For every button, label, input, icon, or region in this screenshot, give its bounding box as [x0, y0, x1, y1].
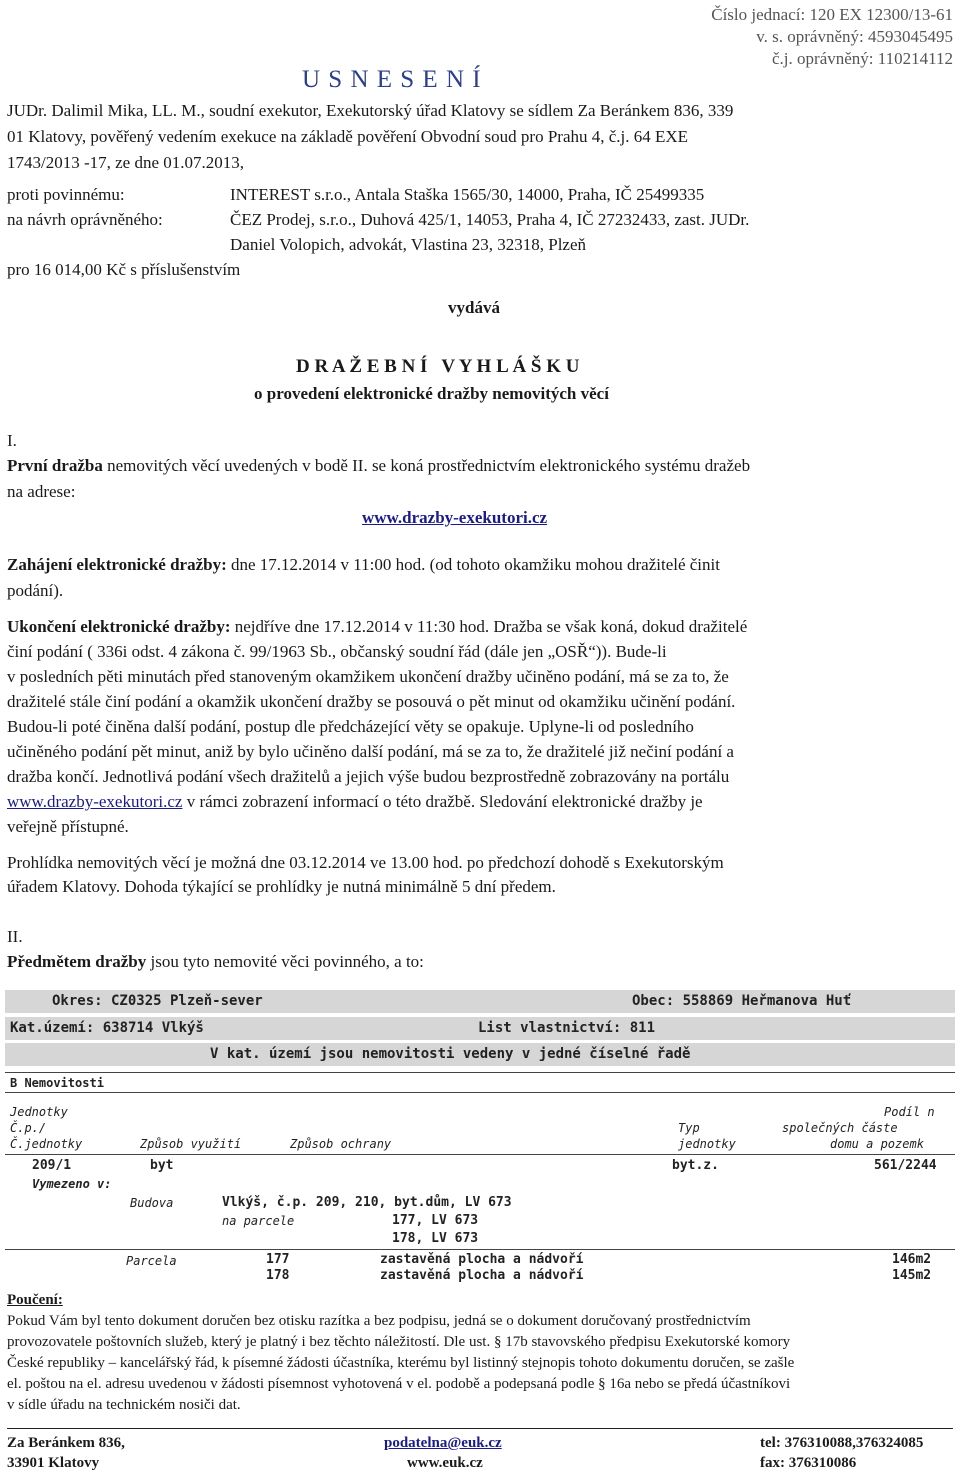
footer-web[interactable]: www.euk.cz [407, 1455, 483, 1471]
body-line-3: dražitelé stále činí podání a okamžik ukončení dražby se posouvá o pět minut od okamžiku učinění podání. [7, 692, 736, 711]
first-auction-rest: nemovitých věcí uvedených v bodě II. se koná prostřednictvím elektronického systému dražeb [102, 456, 751, 475]
intro-line-2: 01 Klatovy, pověřený vedením exekuce na základě pověření Obvodní soud pro Prahu 4, č.j. 64 EXE [7, 127, 689, 146]
cadastral-territory: Kat.území: 638714 Vlkýš [10, 1020, 204, 1036]
cadastral-extract [0, 984, 960, 1284]
subject-rest: jsou tyto nemovité věci povinného, a to: [146, 952, 424, 971]
parcel-178-type: zastavěná plocha a nádvoří [380, 1268, 584, 1283]
unit-type: byt.z. [672, 1158, 719, 1173]
reference-number: Číslo jednací: 120 EX 12300/13-61 [711, 5, 953, 24]
body-line-2: v posledních pěti minutách před stanoveným okamžikem ukončení dražby učiněno podání, má se za to, že [7, 667, 729, 686]
auction-url-link[interactable]: www.drazby-exekutori.cz [362, 508, 548, 527]
unit-share: 561/2244 [874, 1158, 937, 1173]
address-label: na adrese: [7, 482, 76, 501]
col-use: Způsob využití [140, 1137, 242, 1151]
auction-start-bold: Zahájení elektronické dražby: [7, 555, 227, 574]
district: Okres: CZ0325 Plzeň-sever [52, 993, 263, 1009]
portal-line-2: veřejně přístupné. [7, 817, 129, 836]
col-unit-number: Č.jednotky [10, 1137, 83, 1151]
auction-end-rest: nejdříve dne 17.12.2014 v 11:30 hod. Dražba se však koná, dokud dražitelé [230, 617, 748, 636]
col-share: Podíl n [884, 1105, 935, 1119]
subject-line [7, 951, 424, 973]
cadastre-heading: V kat. území jsou nemovitosti vedeny v jedné číselné řadě [210, 1046, 691, 1062]
creditor-case-number: č.j. oprávněný: 110214112 [772, 49, 953, 68]
building-label: Budova [130, 1196, 174, 1210]
intro-line-3: 1743/2013 -17, ze dne 01.07.2013, [7, 153, 245, 172]
auction-start-rest: dne 17.12.2014 v 11:00 hod. (od tohoto okamžiku mohou dražitelé činit [226, 555, 720, 574]
col-protection: Způsob ochrany [290, 1137, 392, 1151]
parcel-label: Parcela [126, 1254, 177, 1268]
claim-amount: pro 16 014,00 Kč s příslušenstvím [7, 260, 241, 279]
ownership-list: List vlastnictví: 811 [478, 1020, 656, 1036]
first-auction-line [7, 455, 750, 477]
col-type-2: jednotky [678, 1137, 736, 1151]
debtor-value: INTEREST s.r.o., Antala Staška 1565/30, 14000, Praha, IČ 25499335 [230, 185, 705, 204]
municipality: Obec: 558869 Heřmanova Huť [632, 993, 852, 1009]
col-share-2: společných částe [782, 1121, 898, 1135]
creditor-value-2: Daniel Volopich, advokát, Vlastina 23, 32318, Plzeň [230, 235, 587, 254]
intro-line-1: JUDr. Dalimil Mika, LL. M., soudní exekutor, Exekutorský úřad Klatovy se sídlem Za Beránkem 836, 339 [7, 101, 734, 120]
col-units: Jednotky [10, 1105, 68, 1119]
first-auction-bold: První dražba [7, 456, 103, 475]
parcel-177-number: 177 [266, 1252, 290, 1267]
divider-parcel [5, 1249, 955, 1250]
body-line-1: činí podání ( 336i odst. 4 zákona č. 99/1963 Sb., občanský soudní řád (dále jen „OSŘ“)). Bude-li [7, 642, 667, 661]
document-title: U S N E S E N Í [302, 66, 482, 93]
divider-top [5, 1072, 955, 1073]
footer-divider [7, 1428, 953, 1429]
footer-phone: tel: 376310088,376324085 [760, 1435, 924, 1451]
auction-start-paragraph [7, 553, 953, 577]
issues-label: vydává [448, 298, 500, 317]
parcel-178-number: 178 [266, 1268, 290, 1283]
divider-cols [5, 1154, 955, 1155]
on-parcel-label: na parcele [222, 1214, 295, 1228]
section-b-label: B Nemovitosti [10, 1076, 104, 1090]
parcel-178-area: 145m2 [892, 1268, 932, 1283]
footer-email-link[interactable]: podatelna@euk.cz [384, 1435, 502, 1451]
footer-address-1: Za Beránkem 836, [7, 1435, 125, 1451]
viewing-line-2: úřadem Klatovy. Dohoda týkající se prohlídky je nutná minimálně 5 dní předem. [7, 877, 556, 896]
notice-line-2: provozovatele poštovních služeb, který je platný i bez těchto náležitostí. Dle ust. § 17b stavovského předpisu Exekutorské komory [7, 1334, 791, 1350]
auction-start-line2: podání). [7, 581, 64, 600]
notice-line-3: České republiky – kancelářský řád, k písemné žádosti účastníka, kterému byl listinný stejnopis tohoto dokumentu doručen, se zašle [7, 1355, 795, 1371]
creditor-label: na návrh oprávněného: [7, 210, 163, 229]
col-house-number: Č.p./ [10, 1121, 47, 1135]
section-2-number: II. [7, 927, 23, 946]
auction-end-bold: Ukončení elektronické dražby: [7, 617, 231, 636]
unit-use: byt [150, 1158, 174, 1173]
viewing-line-1: Prohlídka nemovitých věcí je možná dne 03.12.2014 ve 13.00 hod. po předchozí dohodě s Exekutorským [7, 853, 724, 872]
parcel-177-type: zastavěná plocha a nádvoří [380, 1252, 584, 1267]
body-line-5: učiněného podání pět minut, aniž by bylo učiněno další podání, má se za to, že dražitelé již nečiní podání a [7, 742, 734, 761]
divider-b [5, 1092, 955, 1093]
unit-number: 209/1 [32, 1158, 72, 1173]
notice-line-5: v sídle úřadu na technickém nosiči dat. [7, 1397, 241, 1413]
notice-heading: Poučení: [7, 1292, 63, 1308]
footer-fax: fax: 376310086 [760, 1455, 857, 1471]
debtor-label: proti povinnému: [7, 185, 125, 204]
parcel-178: 178, LV 673 [392, 1231, 479, 1246]
body-line-6: dražba končí. Jednotlivá podání všech dražitelů a jejich výše budou bezprostředně zobrazovány na portálu [7, 767, 730, 786]
parcel-177-area: 146m2 [892, 1252, 932, 1267]
notice-line-1: Pokud Vám byl tento dokument doručen bez otisku razítka a bez podpisu, jedná se o dokument doručovaný prostřednictvím [7, 1313, 751, 1329]
parcel-177: 177, LV 673 [392, 1213, 479, 1228]
portal-rest: v rámci zobrazení informací o této dražbě. Sledování elektronické dražby je [182, 792, 703, 811]
col-type: Typ [678, 1121, 700, 1135]
auction-end-paragraph [7, 615, 953, 639]
portal-line [7, 790, 953, 814]
building-value: Vlkýš, č.p. 209, 210, byt.dům, LV 673 [222, 1195, 512, 1210]
creditor-variable-symbol: v. s. oprávněný: 4593045495 [756, 27, 953, 46]
body-line-4: Budou-li poté činěna další podání, postup dle předcházející věty se opakuje. Uplyne-li od posledního [7, 717, 694, 736]
notice-line-4: el. poštou na el. adresu uvedenou v žádosti písemnost vyhotovená v el. podobě a podepsaná podle § 16a nebo se předá účastníkovi [7, 1376, 791, 1392]
subject-bold: Předmětem dražby [7, 952, 147, 971]
creditor-value-1: ČEZ Prodej, s.r.o., Duhová 425/1, 14053, Praha 4, IČ 27232433, zast. JUDr. [230, 210, 750, 229]
portal-url-link[interactable]: www.drazby-exekutori.cz [7, 792, 183, 811]
col-share-3: domu a pozemk [830, 1137, 924, 1151]
notice-title: D R A Ž E B N Í V Y H L Á Š K U [296, 356, 580, 377]
defined-in-label: Vymezeno v: [32, 1177, 112, 1191]
notice-subtitle: o provedení elektronické dražby nemovitých věcí [254, 384, 609, 403]
section-1-number: I. [7, 431, 17, 450]
footer-address-2: 33901 Klatovy [7, 1455, 100, 1471]
